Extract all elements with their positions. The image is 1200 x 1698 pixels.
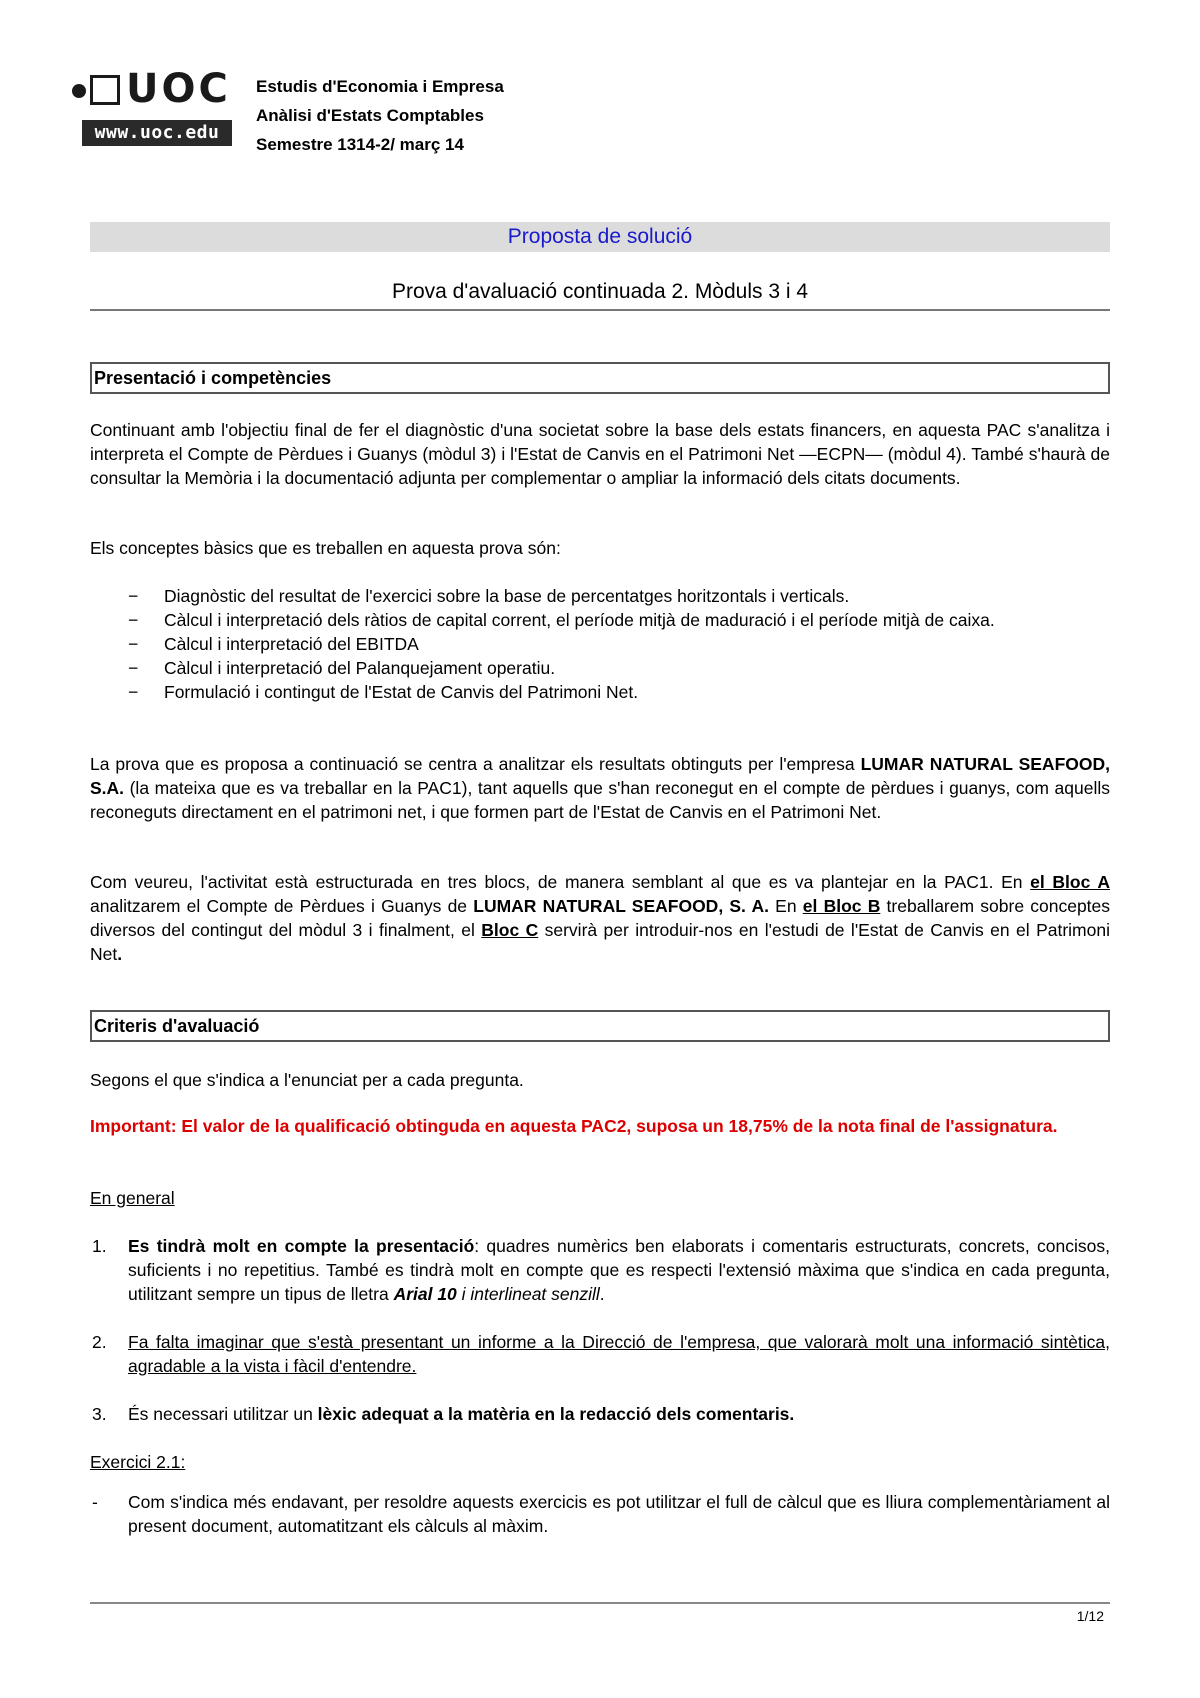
header-info [256, 72, 504, 159]
criteria-paragraph: Segons el que s'indica a l'enunciat per a cada pregunta. [90, 1070, 524, 1090]
general-label: En general [90, 1188, 175, 1208]
concepts-list [90, 584, 1110, 704]
list-item: 1. Es tindrà molt en compte la presentació: quadres numèrics ben elaborats i comentaris estructurats, concrets, concisos, suficients i no repetitius. També es tindrà molt en compte que es respecti l'extensió màxima que s'indica en cada pregunta, utilitzant sempre un tipus de lletra Arial 10 i interlineat senzill. [92, 1236, 1110, 1304]
header-faculty: Estudis d'Economia i Empresa [256, 77, 504, 96]
list-item: − Diagnòstic del resultat de l'exercici sobre la base de percentatges horitzontals i verticals. [128, 586, 850, 606]
list-item: 3. És necessari utilitzar un lèxic adequat a la matèria en la redacció dels comentaris. [92, 1404, 795, 1424]
exercise-label: Exercici 2.1: [90, 1452, 186, 1472]
section-heading-criteria: Criteris d'avaluació [90, 1010, 1110, 1042]
logo-dot-icon [72, 84, 86, 98]
list-item: − Càlcul i interpretació del EBITDA [128, 634, 419, 654]
list-item: - Com s'indica més endavant, per resoldre aquests exercicis es pot utilitzar el full de càlcul que es lliura complementàriament al present document, automatitzant els càlculs al màxim. [92, 1492, 1110, 1536]
logo-box-icon [90, 75, 120, 105]
section-heading-presentation: Presentació i competències [90, 362, 1110, 394]
logo-url: www.uoc.edu [82, 120, 232, 146]
header-course: Anàlisi d'Estats Comptables [256, 106, 484, 125]
important-note: Important: El valor de la qualificació obtinguda en aquesta PAC2, suposa un 18,75% de la nota final de l'assignatura. [90, 1116, 1058, 1136]
list-item: 2. Fa falta imaginar que s'està presentant un informe a la Direcció de l'empresa, que valorarà molt una informació sintètica, agradable a la vista i fàcil d'entendre. [92, 1332, 1110, 1376]
exercise-note [90, 1490, 1110, 1538]
uoc-logo [72, 66, 232, 154]
presentation-paragraph-1: Continuant amb l'objectiu final de fer el diagnòstic d'una societat sobre la base dels estats financers, en aquesta PAC s'analitza i interpreta el Compte de Pèrdues i Guanys (mòdul 3) i l'Estat de Canvis en el Patrimoni Net —ECPN— (mòdul 4). També s'haurà de consultar la Memòria i la documentació adjunta per complementar o ampliar la informació dels citats documents. [90, 420, 1110, 488]
page-number: 1/12 [1076, 1608, 1104, 1624]
presentation-paragraph-3: La prova que es proposa a continuació se centra a analitzar els resultats obtinguts per l'empresa LUMAR NATURAL SEAFOOD, S.A. (la mateixa que es va treballar en la PAC1), tant aquells que s'han reconegut en el compte de pèrdues i guanys, com aquells reconeguts directament en el patrimoni net, i que formen part de l'Estat de Canvis en el Patrimoni Net. [90, 754, 1110, 822]
solution-title: Proposta de solució [90, 222, 1110, 252]
list-item: − Càlcul i interpretació dels ràtios de capital corrent, el període mitjà de maduració i el període mitjà de caixa. [128, 610, 995, 630]
list-item: − Càlcul i interpretació del Palanquejament operatiu. [128, 658, 556, 678]
header-semester: Semestre 1314-2/ març 14 [256, 135, 464, 154]
title-rule [90, 309, 1110, 311]
presentation-paragraph-4: Com veureu, l'activitat està estructurada en tres blocs, de manera semblant al que es va plantejar en la PAC1. En el Bloc A analitzarem el Compte de Pèrdues i Guanys de LUMAR NATURAL SEAFOOD, S. A. En el Bloc B treballarem sobre conceptes diversos del contingut del mòdul 3 i finalment, el Bloc C servirà per introduir-nos en l'estudi de l'Estat de Canvis en el Patrimoni Net. [90, 872, 1111, 964]
list-item: − Formulació i contingut de l'Estat de Canvis del Patrimoni Net. [128, 682, 639, 702]
presentation-paragraph-2: Els conceptes bàsics que es treballen en aquesta prova són: [90, 538, 561, 558]
criteria-list [90, 1234, 1110, 1426]
prova-title: Prova d'avaluació continuada 2. Mòduls 3 i 4 [391, 280, 809, 303]
logo-text: UOC [126, 66, 231, 112]
footer-rule [90, 1602, 1110, 1604]
